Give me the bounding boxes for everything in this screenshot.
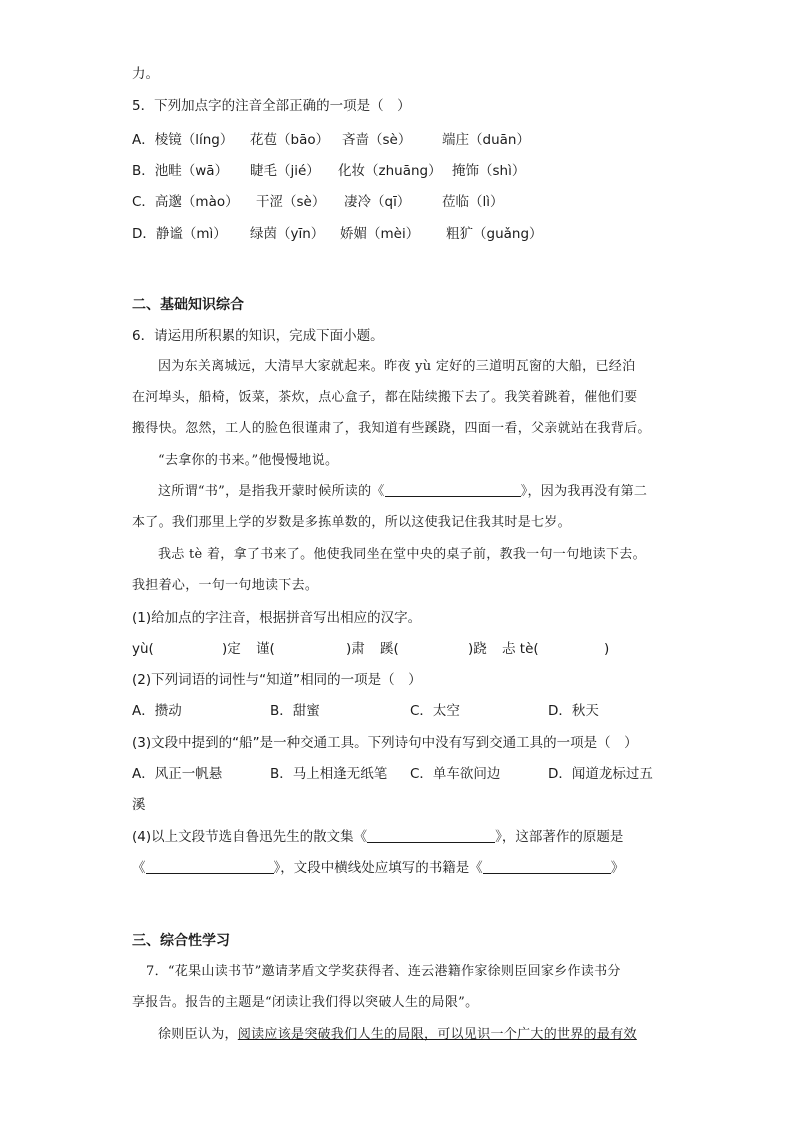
book-name-blank[interactable]: [483, 859, 611, 874]
q6-sub2: (2)下列词语的词性与“知道”相同的一项是（ ）: [132, 672, 422, 688]
q6-sub3: (3)文段中提到的“船”是一种交通工具。下列诗句中没有写到交通工具的一项是（ ）: [132, 735, 638, 751]
continued-text: 力。: [132, 66, 159, 82]
document-page: 力。 5．下列加点字的注音全部正确的一项是（ ） A．棱镜（líng） 花苞（bāo） 吝啬（sè） 端庄（duān） B．池畦（wā） 睫毛（jié） 化妆（zhuāng） 掩饰（shì） C．高邈（mào） 干涩（sè） 凄冷（qī） 莅临（lì） D．静谧（mì） 绿茵（yīn） 娇媚（mèi） 粗犷（guǎng） 二、基础知识综合 6．请运用所积累的知识，完成下面小题。 因为东关离城远，大清早大家就起来。昨夜 yù 定好的三道明瓦窗的大船，已经泊 在河埠头，船椅，饭菜，茶炊，点心盒子，都在陆续搬下去了。我笑着跳着，催他们要 搬得快。忽然，工人的脸色很谨肃了，我知道有些蹊跷，四面一看，父亲就站在我背后。 “去拿你的书来。”他慢慢地说。 这所谓“书”，是指我开蒙时候所读的《 》，因为我再没有第二 本了。我们那里上学的岁数是多拣单数的，所以这使我记住我其时是七岁。 我忐 tè 着，拿了书来了。他使我同坐在堂中央的桌子前，教我一句一句地读下去。 我担着心，一句一句地读下去。 (1)给加点的字注音，根据拼音写出相应的汉字。 yù( )定 谨( )肃 蹊( )跷 忐 tè( ) (2)下列词语的词性与“知道”相同的一项是（ ） A．攒动 B．甜蜜 C．太空 D．秋天 (3)文段中提到的“船”是一种交通工具。下列诗句中没有写到交通工具的一项是（ ） A．风正一帆悬 B．马上相逢无纸笔 C．单车欲问边 D．闻道龙标过五 溪 (4)以上文段节选自鲁迅先生的散文集《 》，这部著作的原题是 《 》，文段中横线处应填写的书籍是《 》 三、综合性学习 7．“花果山读书节”邀请茅盾文学奖获得者、连云港籍作家徐则臣回家乡作读书分 享报告。报告的主题是“闭读让我们得以突破人生的局限”。 徐则臣认为，阅读应该是突破我们人生的局限，可以见识一个广大的世界的最有效: [0, 0, 794, 1123]
passage-line: 我忐 tè 着，拿了书来了。他使我同坐在堂中央的桌子前，教我一句一句地读下去。: [158, 547, 646, 562]
passage-line: 这所谓“书”，是指我开蒙时候所读的《 》，因为我再没有第二: [158, 484, 648, 499]
q7-line: 7．“花果山读书节”邀请茅盾文学奖获得者、连云港籍作家徐则臣回家乡作读书分: [146, 964, 621, 979]
q5-stem: 5．下列加点字的注音全部正确的一项是（ ）: [132, 98, 411, 114]
q6-sub1: (1)给加点的字注音，根据拼音写出相应的汉字。: [132, 610, 422, 626]
q7-line: 享报告。报告的主题是“闭读让我们得以突破人生的局限”。: [132, 995, 479, 1010]
q6-sub3-wrap: 溪: [132, 797, 146, 813]
passage-line: 搬得快。忽然，工人的脸色很谨肃了，我知道有些蹊跷，四面一看，父亲就站在我背后。: [132, 421, 651, 436]
underlined-quote: 阅读应该是突破我们人生的局限，可以见识一个广大的世界的最有效: [237, 1027, 637, 1042]
q6-sub4-line1: (4)以上文段节选自鲁迅先生的散文集《 》，这部著作的原题是: [132, 829, 624, 845]
q6-sub4-line2: 《 》，文段中横线处应填写的书籍是《 》: [132, 860, 625, 876]
q6-stem: 6．请运用所积累的知识，完成下面小题。: [132, 328, 384, 344]
book-title-blank[interactable]: [385, 482, 521, 497]
passage-line: 我担着心，一句一句地读下去。: [132, 578, 319, 593]
section-heading-comprehensive-study: 三、综合性学习: [132, 933, 230, 949]
essay-collection-blank[interactable]: [367, 828, 495, 843]
original-title-blank[interactable]: [146, 859, 274, 874]
passage-line: 本了。我们那里上学的岁数是多拣单数的，所以这使我记住我其时是七岁。: [132, 515, 571, 530]
section-heading-basic-knowledge: 二、基础知识综合: [132, 297, 244, 313]
passage-line: 在河埠头，船椅，饭菜，茶炊，点心盒子，都在陆续搬下去了。我笑着跳着，催他们要: [132, 390, 638, 405]
q7-line: 徐则臣认为，阅读应该是突破我们人生的局限，可以见识一个广大的世界的最有效: [158, 1027, 637, 1042]
passage-line: “去拿你的书来。”他慢慢地说。: [158, 453, 339, 468]
passage-line: 因为东关离城远，大清早大家就起来。昨夜 yù 定好的三道明瓦窗的大船，已经泊: [158, 359, 636, 374]
